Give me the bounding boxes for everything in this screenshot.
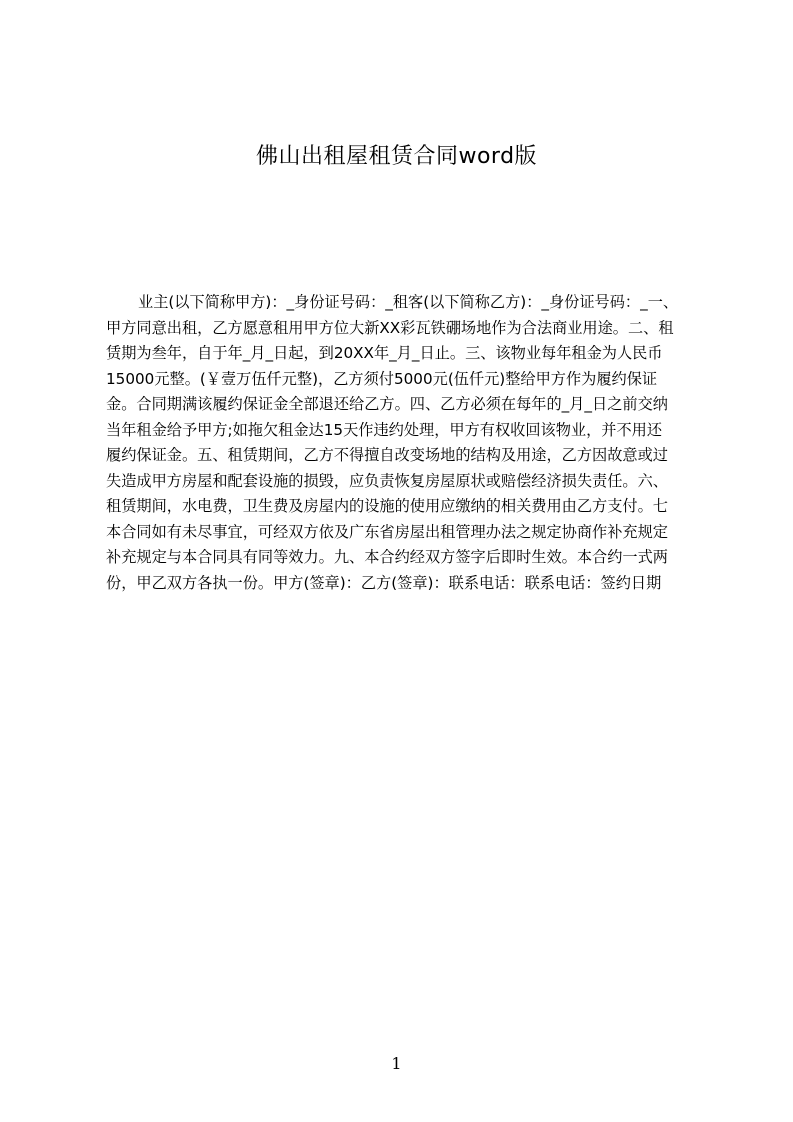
body-line: 履约保证金。五、租赁期间，乙方不得擅自改变场地的结构及用途，乙方因故意或过 <box>106 446 668 464</box>
body-line: 本合同如有未尽事宜，可经双方依及广东省房屋出租管理办法之规定协商作补充规定 <box>106 522 668 541</box>
page-number: 1 <box>391 1054 402 1073</box>
body-line: 15000元整。(￥壹万伍仟元整)，乙方须付5000元(伍仟元)整给甲方作为履约保证 <box>106 369 658 388</box>
document-title: 佛山出租屋租赁合同word版 <box>255 144 538 169</box>
body-line: 金。合同期满该履约保证金全部退还给乙方。四、乙方必须在每年的_月_日之前交纳 <box>106 395 668 413</box>
body-line: 当年租金给予甲方;如拖欠租金达15天作违约处理，甲方有权收回该物业，并不用还 <box>106 420 663 439</box>
body-line: 份，甲乙双方各执一份。甲方(签章)：乙方(签章)：联系电话：联系电话：签约日期 <box>106 573 662 592</box>
contract-body <box>106 290 710 596</box>
body-line: 失造成甲方房屋和配套设施的损毁，应负责恢复房屋原状或赔偿经济损失责任。六、 <box>106 471 668 490</box>
body-line: 业主(以下简称甲方)：_身份证号码：_租客(以下简称乙方)：_身份证号码：_一、 <box>138 293 679 311</box>
body-line: 补充规定与本合同具有同等效力。九、本合约经双方签字后即时生效。本合约一式两 <box>106 548 668 566</box>
body-line: 租赁期间，水电费，卫生费及房屋内的设施的使用应缴纳的相关费用由乙方支付。七 <box>106 497 668 515</box>
body-line: 赁期为叁年，自于年_月_日起，到20XX年_月_日止。三、该物业每年租金为人民币 <box>106 344 663 362</box>
body-line: 甲方同意出租，乙方愿意租用甲方位大新XX彩瓦铁硼场地作为合法商业用途。二、租 <box>106 318 674 337</box>
